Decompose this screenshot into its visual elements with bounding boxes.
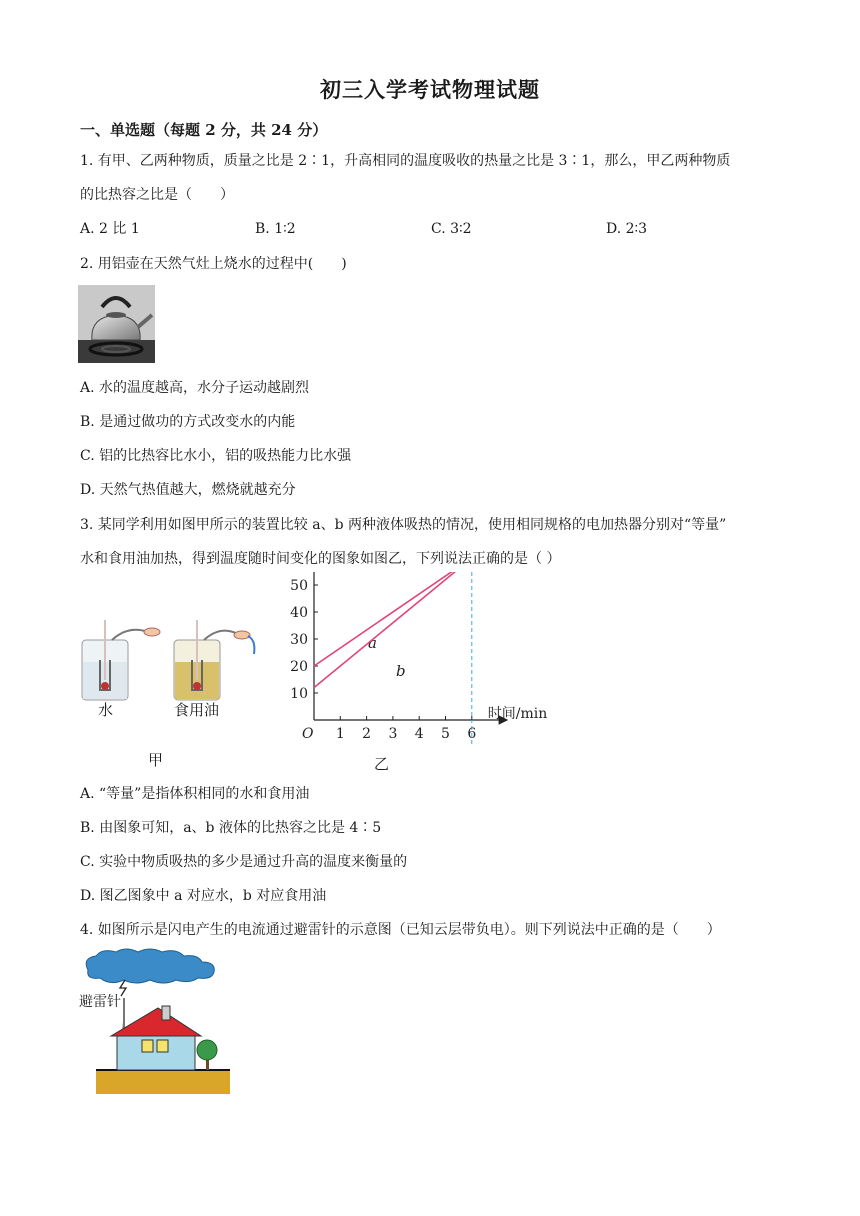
q2-option-d[interactable]: D. 天然气热值越大，燃烧就越充分 [80,482,296,498]
series-label-b: b [396,662,406,680]
q3-option-c[interactable]: C. 实验中物质吸热的多少是通过升高的温度来衡量的 [80,854,408,870]
y-tick-label-20: 20 [290,659,308,675]
section-heading: 一、单选题（每题 2 分，共 24 分） [80,121,328,139]
q2-option-a[interactable]: A. 水的温度越高，水分子运动越剧烈 [80,380,310,396]
series-line-b [314,572,472,688]
q3-option-b[interactable]: B. 由图象可知，a、b 液体的比热容之比是 4∶5 [80,820,382,836]
x-tick-label-1: 1 [335,726,345,742]
q1-option-b[interactable]: B. 1∶2 [255,221,296,237]
kettle-on-stove-image [78,285,155,363]
figure-jia-caption: 甲 [148,751,164,769]
q3-option-a[interactable]: A. “等量”是指体积相同的水和食用油 [80,786,310,802]
figure-yi-caption: 乙 [374,755,390,773]
q2-stem: 2. 用铝壶在天然气灶上烧水的过程中( ) [80,256,347,272]
lightning-rod-house-figure [80,948,230,1098]
x-tick-label-6: 6 [467,726,477,742]
cloud-icon [86,949,214,983]
page-title: 初三入学考试物理试题 [320,77,540,102]
water-beaker [82,620,160,700]
beakers-figure [78,620,263,705]
q1-option-c[interactable]: C. 3∶2 [431,221,472,237]
tree-icon [197,1040,217,1070]
q1-option-a[interactable]: A. 2 比 1 [80,221,140,237]
q3-stem-line2: 水和食用油加热，得到温度随时间变化的图象如图乙，下列说法正确的是（ ） [80,551,561,567]
x-tick-label-3: 3 [388,726,398,742]
q1-stem-line2: 的比热容之比是（ ） [80,187,234,203]
y-tick-label-40: 40 [290,605,308,621]
origin-label: O [302,726,314,742]
series-line-a [314,572,472,666]
y-tick-label-50: 50 [290,578,308,594]
q4-stem: 4. 如图所示是闪电产生的电流通过避雷针的示意图（已知云层带负电）。则下列说法中正确的是（ ） [80,922,721,938]
q3-stem-line1: 3. 某同学利用如图甲所示的装置比较 a、b 两种液体吸热的情况，使用相同规格的电加热器分别对“等量” [80,517,727,533]
oil-beaker [174,620,254,700]
label-oil: 食用油 [174,701,220,719]
q2-option-b[interactable]: B. 是通过做功的方式改变水的内能 [80,414,296,430]
label-water: 水 [98,701,114,719]
x-tick-label-4: 4 [414,726,424,742]
x-tick-label-2: 2 [362,726,372,742]
q3-option-d[interactable]: D. 图乙图象中 a 对应水，b 对应食用油 [80,888,327,904]
label-lightning-rod: 避雷针 [79,994,121,1010]
x-tick-label-5: 5 [441,726,450,742]
series-label-a: a [368,634,377,652]
q1-stem-line1: 1. 有甲、乙两种物质，质量之比是 2∶1，升高相同的温度吸收的热量之比是 3∶1，那么，甲乙两种物质 [80,153,731,169]
x-axis-label: 时间/min [487,706,548,722]
y-tick-label-30: 30 [290,632,308,648]
q2-option-c[interactable]: C. 铝的比热容比水小，铝的吸热能力比水强 [80,448,352,464]
ground [96,1070,230,1094]
y-tick-label-10: 10 [290,686,308,702]
q1-option-d[interactable]: D. 2∶3 [606,221,648,237]
temperature-time-chart [280,572,570,772]
